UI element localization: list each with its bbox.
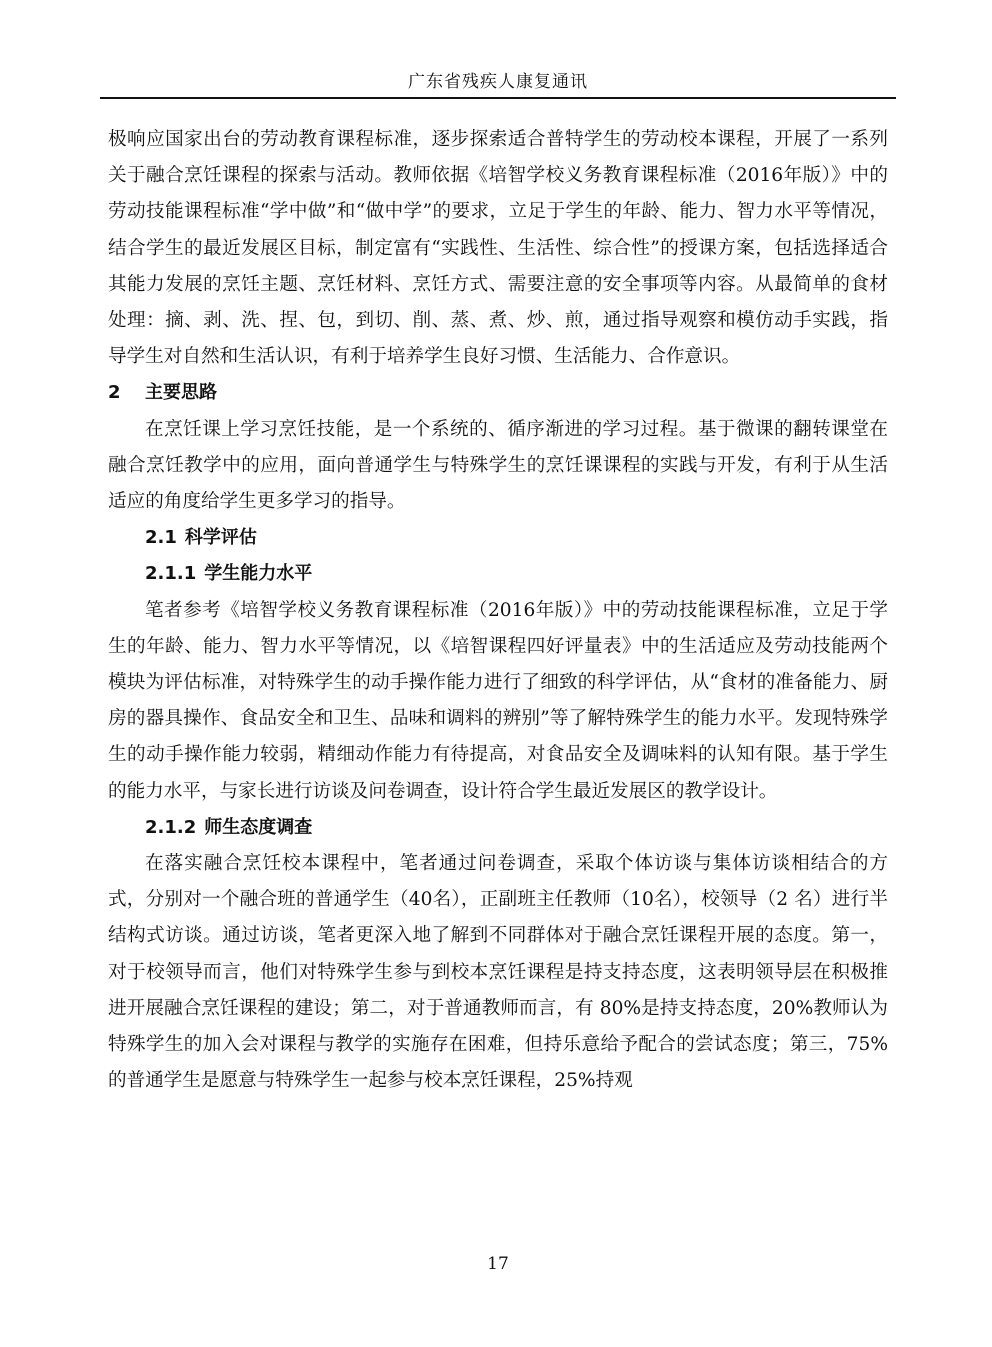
section-heading-2-1-2: [108, 810, 888, 846]
section-title: 科学评估: [184, 527, 257, 549]
section-heading-2-1-1: [108, 556, 888, 592]
section-title: 师生态度调查: [204, 816, 313, 838]
paragraph-continued: 极响应国家出台的劳动教育课程标准，逐步探索适合普特学生的劳动校本课程，开展了一系列关于融合烹饪课程的探索与活动。教师依据《培智学校义务教育课程标准（2016年版）》中的劳动技能课程标准“学中做”和“做中学”的要求，立足于学生的年龄、能力、智力水平等情况，结合学生的最近发展区目标，制定富有“实践性、生活性、综合性”的授课方案，包括选择适合其能力发展的烹饪主题、烹饪材料、烹饪方式、需要注意的安全事项等内容。从最简单的食材处理：摘、剥、洗、捏、包，到切、削、蒸、煮、炒、煎，通过指导观察和模仿动手实践，指导学生对自然和生活认识，有利于培养学生良好习惯、生活能力、合作意识。: [108, 129, 888, 368]
section-number: 2.1.1: [145, 563, 197, 585]
section-title: 学生能力水平: [204, 563, 313, 585]
section-title: 主要思路: [145, 382, 217, 404]
paragraph: 笔者参考《培智学校义务教育课程标准（2016年版）》中的劳动技能课程标准，立足于学生的年龄、能力、智力水平等情况，以《培智课程四好评量表》中的生活适应及劳动技能两个模块为评估标准，对特殊学生的动手操作能力进行了细致的科学评估，从“食材的准备能力、厨房的器具操作、食品安全和卫生、品味和调料的辨别”等了解特殊学生的能力水平。发现特殊学生的动手操作能力较弱，精细动作能力有待提高，对食品安全及调味料的认知有限。基于学生的能力水平，与家长进行访谈及问卷调查，设计符合学生最近发展区的教学设计。: [108, 599, 888, 802]
section-number: 2: [108, 382, 121, 404]
header-rule: [100, 97, 896, 99]
page-number: 17: [487, 1254, 509, 1274]
section-number: 2.1: [145, 527, 177, 549]
paragraph: 在烹饪课上学习烹饪技能，是一个系统的、循序渐进的学习过程。基于微课的翻转课堂在融合烹饪教学中的应用，面向普通学生与特殊学生的烹饪课课程的实践与开发，有利于从生活适应的角度给学生更多学习的指导。: [108, 418, 888, 513]
running-header: 广东省残疾人康复通讯: [408, 72, 588, 92]
body-text: [108, 122, 888, 1099]
section-heading-2-1: [108, 520, 888, 556]
section-number: 2.1.2: [145, 816, 197, 838]
paragraph: 在落实融合烹饪校本课程中，笔者通过问卷调查，采取个体访谈与集体访谈相结合的方式，分别对一个融合班的普通学生（40名），正副班主任教师（10名），校领导（2 名）进行半结构式访谈。通过访谈，笔者更深入地了解到不同群体对于融合烹饪课程开展的态度。第一，对于校领导而言，他们对特殊学生参与到校本烹饪课程是持支持态度，这表明领导层在积极推进开展融合烹饪课程的建设；第二，对于普通教师而言，有 80%是持支持态度，20%教师认为特殊学生的加入会对课程与教学的实施存在困难，但持乐意给予配合的尝试态度；第三，75%的普通学生是愿意与特殊学生一起参与校本烹饪课程，25%持观: [108, 853, 888, 1092]
section-heading-2: [108, 375, 888, 411]
